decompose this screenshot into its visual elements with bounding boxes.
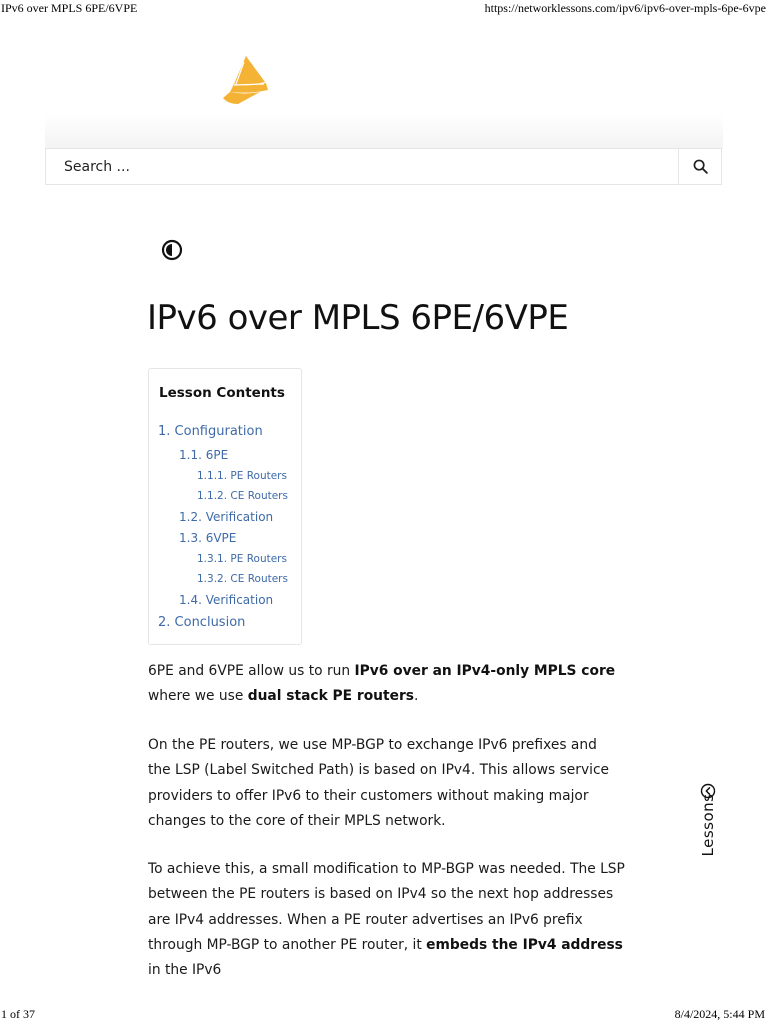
- toc-item[interactable]: 1.3. 6VPE: [179, 531, 237, 545]
- search-button[interactable]: [678, 149, 721, 184]
- text-run: 6PE and 6VPE allow us to run: [148, 663, 355, 679]
- print-footer-datetime: 8/4/2024, 5:44 PM: [674, 1007, 765, 1021]
- paragraph-mp-bgp: [148, 857, 626, 983]
- toc-title: Lesson Contents: [159, 385, 285, 401]
- lessons-label: Lessons: [699, 793, 717, 857]
- site-logo-icon[interactable]: [220, 54, 270, 106]
- bold-text: dual stack PE routers: [247, 688, 414, 705]
- lesson-contents: [148, 368, 302, 645]
- paragraph-pe-routers: On the PE routers, we use MP-BGP to exchange IPv6 prefixes and the LSP (Label Switched Path) is based on IPv4. This allows service providers to offer IPv6 to their customers without making major changes to the core of their MPLS network.: [148, 737, 610, 829]
- bold-text: IPv6 over an IPv4-only MPLS core: [354, 663, 616, 679]
- toc-item[interactable]: 1.3.2. CE Routers: [197, 573, 288, 585]
- contrast-icon[interactable]: [160, 238, 184, 262]
- search-icon: [693, 159, 708, 174]
- print-header-title: IPv6 over MPLS 6PE/6VPE: [1, 1, 138, 15]
- toc-item[interactable]: 1.1.1. PE Routers: [197, 470, 287, 482]
- header-band: [45, 113, 723, 149]
- text-run: where we use: [148, 688, 248, 705]
- text-run: .: [413, 688, 419, 705]
- toc-item[interactable]: 1.2. Verification: [179, 510, 274, 524]
- paragraph-intro: [148, 659, 638, 710]
- print-header-url: https://networklessons.com/ipv6/ipv6-over-mpls-6pe-6vpe: [484, 1, 766, 15]
- toc-item[interactable]: 1.1.2. CE Routers: [197, 490, 288, 502]
- search-input[interactable]: [46, 149, 680, 184]
- text-run: To achieve this, a small modification to MP-BGP was needed. The LSP between the PE routers is based on IPv4 so the next hop addresses are IPv4 addresses. When a PE router advertises an IPv6 prefix through MP-BGP to another PE router, it: [148, 861, 625, 953]
- page-title: IPv6 over MPLS 6PE/6VPE: [147, 298, 569, 338]
- toc-item[interactable]: 1. Configuration: [158, 424, 263, 439]
- search-form: [45, 148, 722, 185]
- toc-item[interactable]: 2. Conclusion: [158, 615, 246, 630]
- toc-item[interactable]: 1.4. Verification: [179, 593, 274, 607]
- print-footer-page: 1 of 37: [1, 1007, 35, 1021]
- toc-item[interactable]: 1.1. 6PE: [179, 448, 229, 462]
- text-run: in the IPv6: [148, 962, 222, 979]
- bold-text: embeds the IPv4 address: [426, 936, 623, 953]
- lessons-tab[interactable]: [694, 780, 722, 876]
- toc-item[interactable]: 1.3.1. PE Routers: [197, 553, 287, 565]
